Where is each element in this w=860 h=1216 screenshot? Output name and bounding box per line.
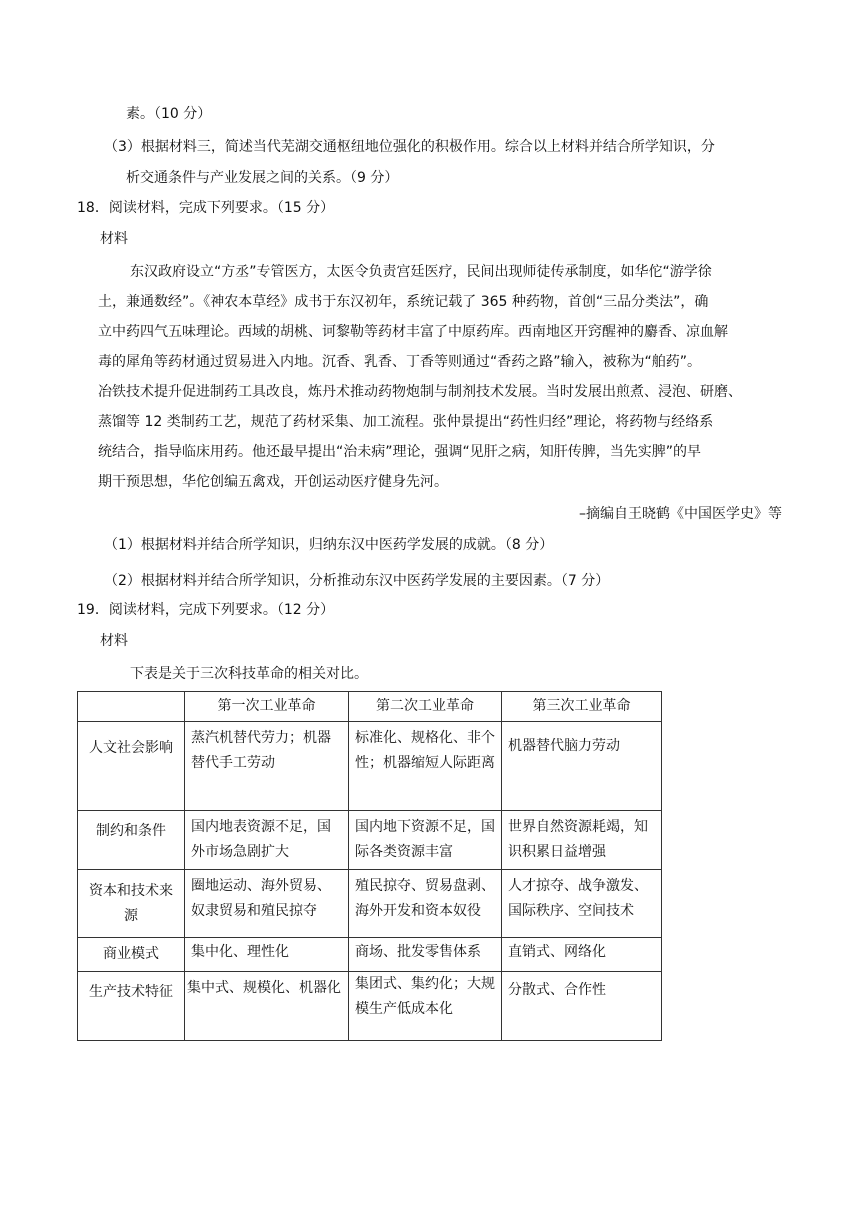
table-cell: 标准化、规格化、非个性；机器缩短人际距离 <box>349 722 502 811</box>
q17-continuation: 素。（10 分） <box>126 106 212 122</box>
table-cell: 集团式、集约化；大规模生产低成本化 <box>349 972 502 1041</box>
paragraph-line: 冶铁技术提升促进制药工具改良，炼丹术推动药物炮制与制剂技术发展。当时发展出煎煮、浸泡、研磨、 <box>98 384 742 400</box>
paragraph-line: 东汉政府设立“方丞”专管医方，太医令负责宫廷医疗，民间出现师徒传承制度，如华佗“游学徐 <box>130 264 712 280</box>
table-cell: 机器替代脑力劳动 <box>502 722 662 811</box>
q17-sub3-line1: （3）根据材料三，简述当代芜湖交通枢纽地位强化的积极作用。综合以上材料并结合所学知识，分 <box>104 139 715 155</box>
q19-title: 19．阅读材料，完成下列要求。（12 分） <box>77 602 335 618</box>
row-header: 制约和条件 <box>78 811 185 870</box>
row-header: 生产技术特征 <box>78 972 185 1041</box>
paragraph-line: 期干预思想，华佗创编五禽戏，开创运动医疗健身先河。 <box>98 474 448 490</box>
q19-material-label: 材料 <box>100 633 128 649</box>
paragraph-line: 立中药四气五味理论。西域的胡桃、诃黎勒等药材丰富了中原药库。西南地区开窍醒神的麝香、凉血解 <box>98 324 728 340</box>
table-header-cell: 第二次工业革命 <box>349 692 502 722</box>
row-header: 人文社会影响 <box>78 722 185 811</box>
table-header-cell: 第一次工业革命 <box>185 692 349 722</box>
table-cell: 集中式、规模化、机器化 <box>185 972 349 1041</box>
table-cell: 直销式、网络化 <box>502 938 662 972</box>
q17-sub3-line2: 析交通条件与产业发展之间的关系。（9 分） <box>126 170 399 186</box>
paragraph-line: 蒸馏等 12 类制药工艺，规范了药材采集、加工流程。张仲景提出“药性归经”理论，将药物与经络系 <box>98 414 714 430</box>
q18-sub2: （2）根据材料并结合所学知识，分析推动东汉中医药学发展的主要因素。（7 分） <box>104 573 610 589</box>
q18-material-label: 材料 <box>100 231 128 247</box>
paragraph-line: 土，兼通数经”。《神农本草经》成书于东汉初年，系统记载了 365 种药物，首创“三品分类法”，确 <box>98 294 709 310</box>
table-cell: 蒸汽机替代劳力；机器替代手工劳动 <box>185 722 349 811</box>
table-cell: 商场、批发零售体系 <box>349 938 502 972</box>
table-row <box>78 722 662 811</box>
table-row <box>78 870 662 938</box>
row-header: 商业模式 <box>78 938 185 972</box>
table-header-cell <box>78 692 185 722</box>
q19-intro: 下表是关于三次科技革命的相关对比。 <box>130 666 368 682</box>
table-row <box>78 811 662 870</box>
q18-material-paragraph <box>98 257 782 497</box>
table-cell: 世界自然资源耗竭，知识积累日益增强 <box>502 811 662 870</box>
table-cell: 国内地下资源不足，国际各类资源丰富 <box>349 811 502 870</box>
q18-title: 18．阅读材料，完成下列要求。（15 分） <box>77 200 335 216</box>
table-row <box>78 938 662 972</box>
table-cell: 人才掠夺、战争激发、国际秩序、空间技术 <box>502 870 662 938</box>
paragraph-line: 统结合，指导临床用药。他还最早提出“治未病”理论，强调“见肝之病，知肝传脾，当先实脾”的早 <box>98 444 702 460</box>
row-header: 资本和技术来源 <box>78 870 185 938</box>
table-row <box>78 972 662 1041</box>
table-header-row <box>78 692 662 722</box>
paragraph-line: 毒的犀角等药材通过贸易进入内地。沉香、乳香、丁香等则通过“香药之路”输入，被称为“舶药”。 <box>98 354 702 370</box>
comparison-table <box>77 691 662 1041</box>
table-header-cell: 第三次工业革命 <box>502 692 662 722</box>
table-cell: 分散式、合作性 <box>502 972 662 1041</box>
q18-source: –摘编自王晓鹤《中国医学史》等 <box>579 506 782 522</box>
q18-sub1: （1）根据材料并结合所学知识，归纳东汉中医药学发展的成就。（8 分） <box>104 537 554 553</box>
table-cell: 殖民掠夺、贸易盘剥、海外开发和资本奴役 <box>349 870 502 938</box>
table-cell: 集中化、理性化 <box>185 938 349 972</box>
table-cell: 圈地运动、海外贸易、奴隶贸易和殖民掠夺 <box>185 870 349 938</box>
table-cell: 国内地表资源不足，国外市场急剧扩大 <box>185 811 349 870</box>
